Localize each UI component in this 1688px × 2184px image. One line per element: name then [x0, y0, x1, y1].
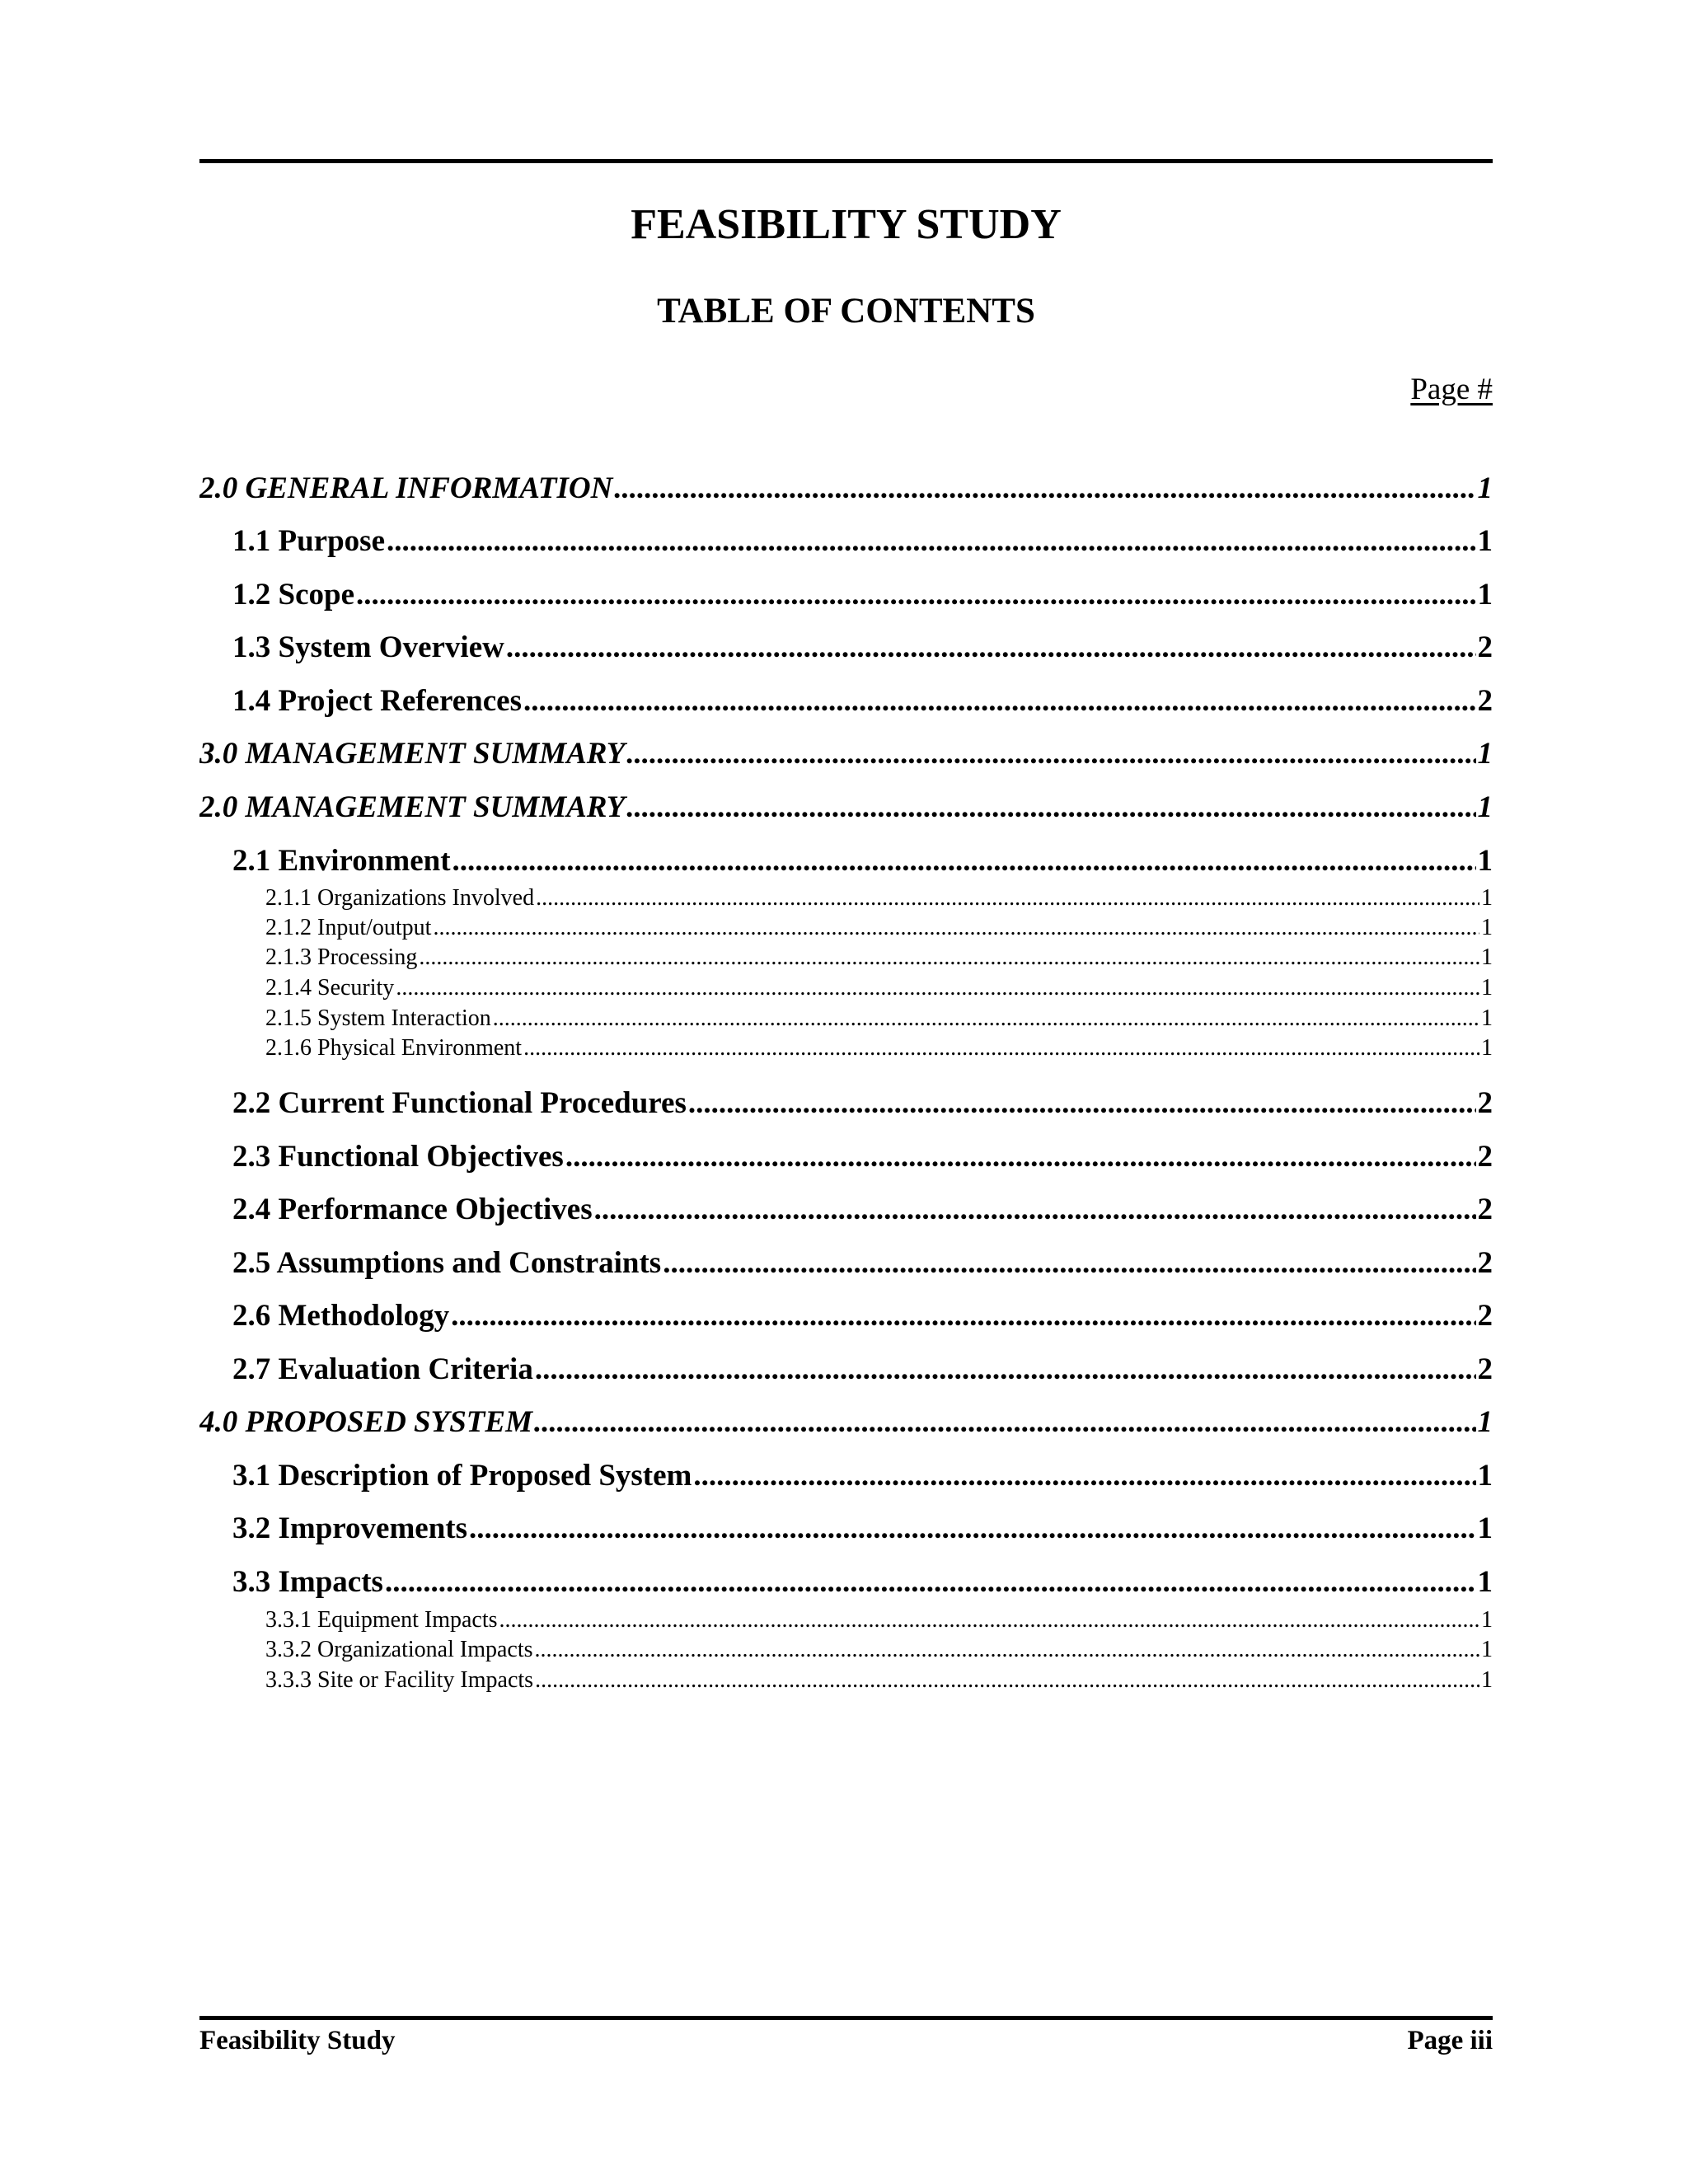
toc-entry-label: 2.1.3 Processing — [265, 944, 418, 970]
toc-entry-label: 3.3.2 Organizational Impacts — [265, 1637, 533, 1662]
toc-entry-page: 1 — [1477, 844, 1493, 878]
toc-entry-page: 1 — [1481, 944, 1493, 970]
toc-entry-page: 1 — [1477, 737, 1493, 771]
toc-entry-page: 1 — [1477, 790, 1493, 824]
toc-entry[interactable] — [199, 1033, 1493, 1063]
toc-entry-page: 1 — [1477, 471, 1493, 505]
toc-entry[interactable] — [199, 973, 1493, 1003]
toc-entry-page: 2 — [1477, 1086, 1493, 1120]
toc-entry[interactable] — [199, 1191, 1493, 1229]
toc-entry-label: 1.4 Project References — [232, 684, 522, 718]
toc-entry[interactable] — [199, 629, 1493, 667]
toc-entry-page: 1 — [1481, 1035, 1493, 1061]
toc-entry-page: 1 — [1477, 1511, 1493, 1545]
toc-entry[interactable] — [199, 1510, 1493, 1548]
toc-dot-leader — [469, 1510, 1475, 1548]
toc-entry-label: 2.5 Assumptions and Constraints — [232, 1246, 662, 1280]
toc-entry[interactable] — [199, 1244, 1493, 1282]
toc-entry-page: 2 — [1477, 1140, 1493, 1174]
toc-dot-leader — [534, 1404, 1476, 1441]
toc-entry[interactable] — [199, 1563, 1493, 1601]
toc-dot-leader — [626, 789, 1475, 827]
toc-dot-leader — [535, 1666, 1479, 1695]
toc-entry[interactable] — [199, 523, 1493, 560]
toc-dot-leader — [688, 1085, 1476, 1122]
toc-entry-page: 1 — [1481, 1667, 1493, 1693]
toc-entry[interactable] — [199, 1297, 1493, 1335]
toc-entry[interactable] — [199, 576, 1493, 614]
toc-entry[interactable] — [199, 913, 1493, 943]
toc-entry-page: 1 — [1477, 1405, 1493, 1439]
toc-dot-leader — [356, 576, 1476, 614]
toc-entry[interactable] — [199, 883, 1493, 913]
toc-entry-label: 2.6 Methodology — [232, 1299, 450, 1333]
toc-dot-leader — [693, 1457, 1475, 1495]
toc-entry-label: 3.0 MANAGEMENT SUMMARY — [199, 737, 626, 771]
toc-dot-leader — [499, 1605, 1479, 1635]
toc-entry-page: 2 — [1477, 1246, 1493, 1280]
toc-entry-page: 2 — [1477, 630, 1493, 664]
toc-entry-label: 2.1 Environment — [232, 844, 451, 878]
toc-entry-label: 2.1.5 System Interaction — [265, 1005, 491, 1031]
toc-entry-page: 1 — [1477, 1459, 1493, 1493]
toc-entry-label: 3.3 Impacts — [232, 1565, 383, 1599]
toc-entry-label: 2.0 MANAGEMENT SUMMARY — [199, 790, 626, 824]
toc-entry-label: 3.3.1 Equipment Impacts — [265, 1607, 498, 1633]
toc-entry[interactable] — [199, 943, 1493, 972]
toc-entry[interactable] — [199, 842, 1493, 880]
toc-entry-label: 1.2 Scope — [232, 578, 354, 612]
toc-entry-page: 1 — [1481, 975, 1493, 1001]
toc-entry-page: 1 — [1481, 885, 1493, 911]
toc-entry[interactable] — [199, 1635, 1493, 1665]
toc-entry-label: 2.1.1 Organizations Involved — [265, 885, 535, 911]
toc-dot-leader — [536, 883, 1479, 913]
toc-entry-label: 2.4 Performance Objectives — [232, 1193, 593, 1226]
page-footer — [199, 2022, 1493, 2059]
toc-entry[interactable] — [199, 470, 1493, 508]
toc-entry-label: 2.1.4 Security — [265, 975, 395, 1001]
toc-dot-leader — [535, 1635, 1479, 1665]
toc-entry-label: 2.0 GENERAL INFORMATION — [199, 471, 613, 505]
footer-rule — [199, 2016, 1493, 2020]
header-rule — [199, 159, 1493, 163]
toc-entry[interactable] — [199, 1404, 1493, 1441]
toc-dot-leader — [626, 735, 1475, 773]
toc-entry-label: 2.3 Functional Objectives — [232, 1140, 564, 1174]
toc-dot-leader — [663, 1244, 1475, 1282]
toc-dot-leader — [451, 1297, 1475, 1335]
footer-page-number: Page iii — [1407, 2026, 1493, 2055]
toc-entry-page: 1 — [1481, 1607, 1493, 1633]
page-column-label: Page # — [1410, 373, 1493, 406]
footer-document-name: Feasibility Study — [199, 2026, 396, 2055]
toc-dot-leader — [614, 470, 1475, 508]
toc-entry-label: 2.1.6 Physical Environment — [265, 1035, 523, 1061]
toc-entry-page: 1 — [1481, 915, 1493, 940]
toc-dot-leader — [493, 1004, 1479, 1033]
toc-dot-leader — [535, 1351, 1476, 1389]
toc-entry[interactable] — [199, 1666, 1493, 1695]
toc-dot-leader — [565, 1138, 1476, 1176]
toc-entry[interactable] — [199, 1138, 1493, 1176]
toc-entry[interactable] — [199, 1605, 1493, 1635]
toc-entry-label: 2.2 Current Functional Procedures — [232, 1086, 687, 1120]
toc-entry[interactable] — [199, 682, 1493, 720]
toc-entry-label: 3.1 Description of Proposed System — [232, 1459, 692, 1493]
toc-entry[interactable] — [199, 735, 1493, 773]
toc-entry-page: 2 — [1477, 1352, 1493, 1386]
toc-entry-page: 2 — [1477, 1193, 1493, 1226]
toc-entry-label: 1.1 Purpose — [232, 524, 385, 558]
toc-dot-leader — [385, 1563, 1476, 1601]
toc-dot-leader — [523, 682, 1476, 720]
toc-entry[interactable] — [199, 1351, 1493, 1389]
toc-heading: TABLE OF CONTENTS — [657, 292, 1035, 330]
toc-entry-label: 4.0 PROPOSED SYSTEM — [199, 1405, 532, 1439]
toc-entry-label: 2.1.2 Input/output — [265, 915, 432, 940]
toc-entry-page: 1 — [1481, 1637, 1493, 1662]
toc-dot-leader — [419, 943, 1479, 972]
toc-entry-label: 3.2 Improvements — [232, 1511, 468, 1545]
toc-entry-page: 1 — [1481, 1005, 1493, 1031]
toc-dot-leader — [523, 1033, 1479, 1063]
toc-dot-leader — [452, 842, 1476, 880]
toc-entry-page: 2 — [1477, 1299, 1493, 1333]
toc-dot-leader — [506, 629, 1476, 667]
toc-dot-leader — [396, 973, 1479, 1003]
toc-entry-page: 2 — [1477, 684, 1493, 718]
toc-entry-page: 1 — [1477, 1565, 1493, 1599]
toc-entry-label: 2.7 Evaluation Criteria — [232, 1352, 533, 1386]
toc-dot-leader — [594, 1191, 1476, 1229]
toc-entry[interactable] — [199, 1457, 1493, 1495]
toc-entry-page: 1 — [1477, 524, 1493, 558]
toc-entry[interactable] — [199, 1085, 1493, 1122]
toc-entry-label: 1.3 System Overview — [232, 630, 504, 664]
toc-dot-leader — [433, 913, 1479, 943]
toc-entry[interactable] — [199, 1004, 1493, 1033]
toc-entry-label: 3.3.3 Site or Facility Impacts — [265, 1667, 534, 1693]
toc-dot-leader — [387, 523, 1476, 560]
document-title: FEASIBILITY STUDY — [631, 201, 1062, 248]
toc-entry-page: 1 — [1477, 578, 1493, 612]
toc-entry[interactable] — [199, 789, 1493, 827]
